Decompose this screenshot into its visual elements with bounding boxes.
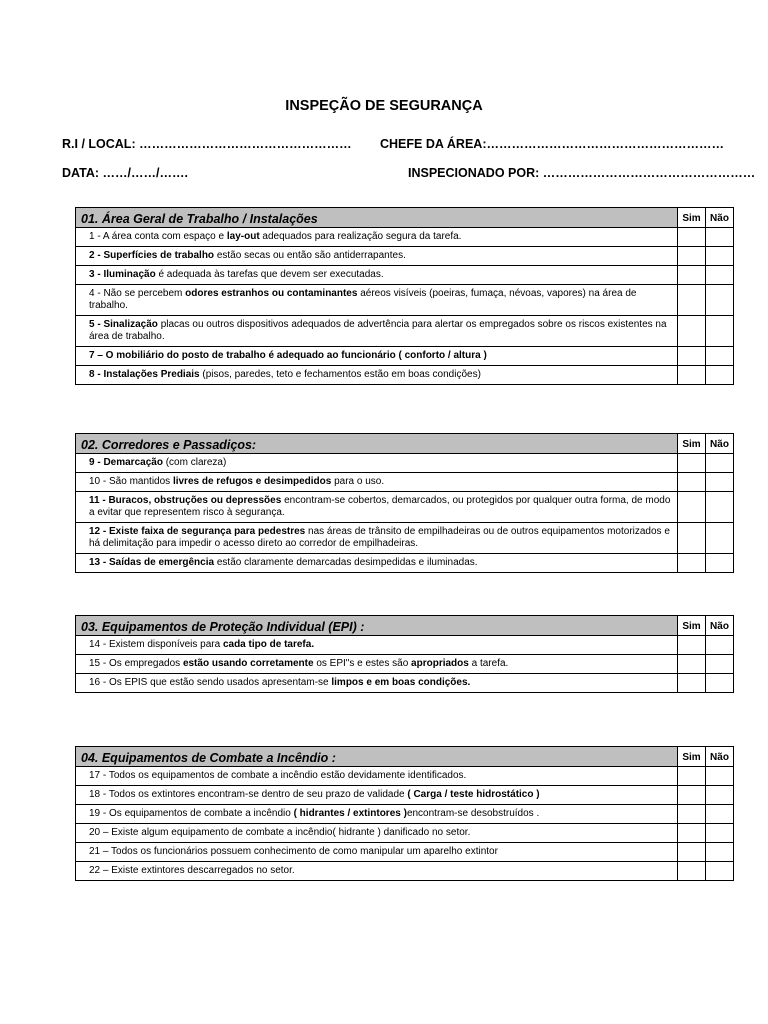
no-checkbox-cell[interactable] xyxy=(706,316,734,347)
checklist-item-text xyxy=(76,636,678,655)
checklist-item-text xyxy=(76,655,678,674)
checklist-row xyxy=(76,266,734,285)
item-text-segment: 12 - Existe faixa de segurança para pedestres xyxy=(89,526,306,537)
no-column-header: Não xyxy=(706,747,734,767)
no-checkbox-cell[interactable] xyxy=(706,266,734,285)
checklist-row xyxy=(76,454,734,473)
yes-checkbox-cell[interactable] xyxy=(678,674,706,693)
checklist-item-text xyxy=(76,824,678,843)
yes-column-header: Sim xyxy=(678,747,706,767)
item-text-segment: lay-out xyxy=(226,231,260,242)
checklist-row xyxy=(76,674,734,693)
item-text-segment: encontram-se desobstruídos . xyxy=(406,808,540,819)
item-text-segment: 19 - Os equipamentos de combate a incêndio xyxy=(89,808,294,819)
checklist-row xyxy=(76,366,734,385)
item-text-segment: 7 – O mobiliário do posto de trabalho é adequado ao funcionário ( conforto / altura ) xyxy=(89,350,487,361)
yes-checkbox-cell[interactable] xyxy=(678,316,706,347)
yes-column-header: Sim xyxy=(678,434,706,454)
section-title: 02. Corredores e Passadiços: xyxy=(76,434,678,454)
checklist-item-text xyxy=(76,266,678,285)
yes-checkbox-cell[interactable] xyxy=(678,786,706,805)
checklist-item-text xyxy=(76,316,678,347)
item-text-segment: 3 - Iluminação xyxy=(89,269,156,280)
checklist-row xyxy=(76,786,734,805)
item-text-segment: 10 - São mantidos xyxy=(89,476,173,487)
date-field: DATA: ……/……/……. xyxy=(62,166,188,180)
no-checkbox-cell[interactable] xyxy=(706,285,734,316)
item-text-segment: cada tipo de tarefa. xyxy=(222,639,315,650)
section-header xyxy=(76,208,734,228)
checklist-row xyxy=(76,655,734,674)
yes-checkbox-cell[interactable] xyxy=(678,366,706,385)
no-checkbox-cell[interactable] xyxy=(706,786,734,805)
item-text-segment: 1 - A área conta com espaço e xyxy=(89,231,227,242)
checklist-row xyxy=(76,347,734,366)
section-table xyxy=(75,433,734,573)
checklist-row xyxy=(76,285,734,316)
section-table xyxy=(75,746,734,881)
checklist-item-text xyxy=(76,366,678,385)
no-checkbox-cell[interactable] xyxy=(706,805,734,824)
yes-checkbox-cell[interactable] xyxy=(678,805,706,824)
item-text-segment: 16 - Os EPIS que estão sendo usados apresentam-se xyxy=(89,677,332,688)
no-checkbox-cell[interactable] xyxy=(706,674,734,693)
checklist-item-text xyxy=(76,473,678,492)
item-text-segment: encontram-se cobertos, demarcados, ou protegidos por qualquer outra forma, de modo a evitar que representem risco à segurança. xyxy=(89,495,671,518)
yes-checkbox-cell[interactable] xyxy=(678,636,706,655)
yes-checkbox-cell[interactable] xyxy=(678,266,706,285)
section-table xyxy=(75,615,734,693)
inspector-field: INSPECIONADO POR: …………………………………………… xyxy=(408,166,756,180)
checklist-row xyxy=(76,636,734,655)
checklist-item-text xyxy=(76,767,678,786)
yes-column-header: Sim xyxy=(678,208,706,228)
item-text-segment: estão claramente demarcadas desimpedidas e iluminadas. xyxy=(214,557,478,568)
section-table xyxy=(75,207,734,385)
local-field: R.I / LOCAL: …………………………………………… xyxy=(62,137,352,151)
item-text-segment: para o uso. xyxy=(331,476,385,487)
yes-checkbox-cell[interactable] xyxy=(678,454,706,473)
page-title: INSPEÇÃO DE SEGURANÇA xyxy=(285,98,483,114)
no-checkbox-cell[interactable] xyxy=(706,347,734,366)
checklist-item-text xyxy=(76,554,678,573)
yes-column-header: Sim xyxy=(678,616,706,636)
item-text-segment: 17 - Todos os equipamentos de combate a incêndio estão devidamente identificados. xyxy=(89,770,467,781)
no-checkbox-cell[interactable] xyxy=(706,655,734,674)
checklist-row xyxy=(76,805,734,824)
checklist-item-text xyxy=(76,247,678,266)
item-text-segment: adequados para realização segura da tarefa. xyxy=(259,231,462,242)
no-checkbox-cell[interactable] xyxy=(706,523,734,554)
no-checkbox-cell[interactable] xyxy=(706,492,734,523)
item-text-segment: 13 - Saídas de emergência xyxy=(89,557,215,568)
yes-checkbox-cell[interactable] xyxy=(678,767,706,786)
item-text-segment: nas áreas de trânsito de empilhadeiras ou de outros equipamentos motorizados e há delimitação para impedir o acesso direto ao corredor de empilhadeiras. xyxy=(89,526,670,549)
checklist-item-text xyxy=(76,674,678,693)
yes-checkbox-cell[interactable] xyxy=(678,347,706,366)
checklist-item-text xyxy=(76,454,678,473)
no-checkbox-cell[interactable] xyxy=(706,824,734,843)
item-text-segment: 15 - Os empregados xyxy=(89,658,183,669)
no-checkbox-cell[interactable] xyxy=(706,636,734,655)
item-text-segment: (com clareza) xyxy=(162,457,227,468)
item-text-segment: é adequada às tarefas que devem ser executadas. xyxy=(155,269,384,280)
item-text-segment: 11 - Buracos, obstruções ou depressões xyxy=(89,495,282,506)
no-checkbox-cell[interactable] xyxy=(706,767,734,786)
no-checkbox-cell[interactable] xyxy=(706,454,734,473)
item-text-segment: 14 - Existem disponíveis para xyxy=(89,639,223,650)
item-text-segment: apropriados xyxy=(411,658,469,669)
item-text-segment: 5 - Sinalização xyxy=(89,319,158,330)
item-text-segment: 4 - Não se percebem xyxy=(89,288,186,299)
item-text-segment: aéreos visíveis (poeiras, fumaça, névoas, vapores) na área de trabalho. xyxy=(89,288,637,311)
checklist-item-text xyxy=(76,285,678,316)
item-text-segment: 9 - Demarcação xyxy=(89,457,163,468)
no-checkbox-cell[interactable] xyxy=(706,366,734,385)
yes-checkbox-cell[interactable] xyxy=(678,492,706,523)
yes-checkbox-cell[interactable] xyxy=(678,473,706,492)
yes-checkbox-cell[interactable] xyxy=(678,285,706,316)
no-checkbox-cell[interactable] xyxy=(706,473,734,492)
item-text-segment: a tarefa. xyxy=(468,658,509,669)
no-checkbox-cell[interactable] xyxy=(706,843,734,862)
no-column-header: Não xyxy=(706,616,734,636)
item-text-segment: placas ou outros dispositivos adequados de advertência para alertar os empregados sobre os riscos existentes na área de trabalho. xyxy=(89,319,667,342)
checklist-row xyxy=(76,767,734,786)
checklist-item-text xyxy=(76,228,678,247)
checklist-item-text xyxy=(76,492,678,523)
checklist-row xyxy=(76,247,734,266)
item-text-segment: os EPI"s e estes são xyxy=(313,658,412,669)
no-checkbox-cell[interactable] xyxy=(706,228,734,247)
checklist-row xyxy=(76,228,734,247)
item-text-segment: 22 – Existe extintores descarregados no setor. xyxy=(89,865,295,876)
checklist-row xyxy=(76,523,734,554)
section-title: 01. Área Geral de Trabalho / Instalações xyxy=(76,208,678,228)
checklist-item-text xyxy=(76,805,678,824)
item-text-segment: 20 – Existe algum equipamento de combate a incêndio( hidrante ) danificado no setor. xyxy=(89,827,471,838)
section-title: 03. Equipamentos de Proteção Individual (EPI) : xyxy=(76,616,678,636)
yes-checkbox-cell[interactable] xyxy=(678,862,706,881)
item-text-segment: ( hidrantes / extintores ) xyxy=(293,808,407,819)
checklist-row xyxy=(76,473,734,492)
yes-checkbox-cell[interactable] xyxy=(678,655,706,674)
checklist-row xyxy=(76,554,734,573)
item-text-segment: 21 – Todos os funcionários possuem conhecimento de como manipular um aparelho extintor xyxy=(89,846,498,857)
yes-checkbox-cell[interactable] xyxy=(678,554,706,573)
item-text-segment: estão secas ou então são antiderrapantes. xyxy=(214,250,406,261)
section-header xyxy=(76,434,734,454)
item-text-segment: livres de refugos e desimpedidos xyxy=(172,476,332,487)
item-text-segment: 8 - Instalações Prediais xyxy=(89,369,200,380)
checklist-row xyxy=(76,824,734,843)
no-column-header: Não xyxy=(706,434,734,454)
no-checkbox-cell[interactable] xyxy=(706,554,734,573)
item-text-segment: (pisos, paredes, teto e fechamentos estão em boas condições) xyxy=(199,369,481,380)
item-text-segment: estão usando corretamente xyxy=(182,658,314,669)
section-title: 04. Equipamentos de Combate a Incêndio : xyxy=(76,747,678,767)
checklist-row xyxy=(76,316,734,347)
checklist-item-text xyxy=(76,843,678,862)
yes-checkbox-cell[interactable] xyxy=(678,843,706,862)
checklist-row xyxy=(76,843,734,862)
no-checkbox-cell[interactable] xyxy=(706,247,734,266)
checklist-item-text xyxy=(76,862,678,881)
yes-checkbox-cell[interactable] xyxy=(678,228,706,247)
checklist-item-text xyxy=(76,347,678,366)
item-text-segment: 18 - Todos os extintores encontram-se dentro de seu prazo de validade xyxy=(89,789,408,800)
checklist-item-text xyxy=(76,786,678,805)
checklist-item-text xyxy=(76,523,678,554)
section-header xyxy=(76,747,734,767)
chefe-area-field: CHEFE DA ÁREA:………………………………………………… xyxy=(380,137,724,151)
item-text-segment: ( Carga / teste hidrostático ) xyxy=(407,789,540,800)
no-column-header: Não xyxy=(706,208,734,228)
item-text-segment: 2 - Superfícies de trabalho xyxy=(89,250,215,261)
item-text-segment: odores estranhos ou contaminantes xyxy=(185,288,358,299)
yes-checkbox-cell[interactable] xyxy=(678,523,706,554)
item-text-segment: limpos e em boas condições. xyxy=(331,677,471,688)
yes-checkbox-cell[interactable] xyxy=(678,824,706,843)
yes-checkbox-cell[interactable] xyxy=(678,247,706,266)
no-checkbox-cell[interactable] xyxy=(706,862,734,881)
checklist-row xyxy=(76,862,734,881)
checklist-row xyxy=(76,492,734,523)
section-header xyxy=(76,616,734,636)
